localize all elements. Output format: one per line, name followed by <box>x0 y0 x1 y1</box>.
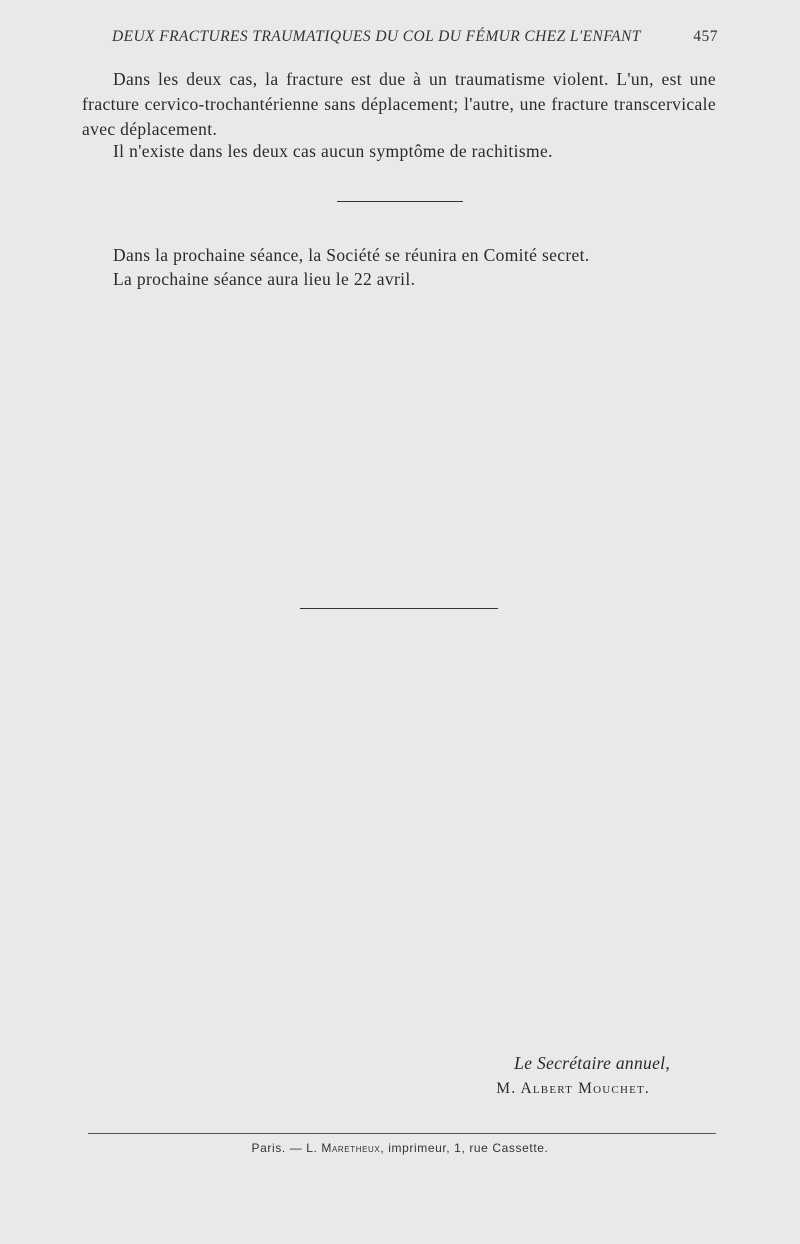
signature-role: Le Secrétaire annuel, <box>514 1053 670 1073</box>
running-title: DEUX FRACTURES TRAUMATIQUES DU COL DU FÉMUR CHEZ L'ENFANT <box>112 28 641 45</box>
paragraph-comite-secret: Dans la prochaine séance, la Société se réunira en Comité secret. <box>113 245 590 265</box>
page-number: 457 <box>693 28 718 45</box>
printer-imprint <box>0 1141 800 1155</box>
paragraph-rachitisme: Il n'existe dans les deux cas aucun symptôme de rachitisme. <box>113 141 553 161</box>
signature-name: M. Albert Mouchet. <box>496 1080 650 1097</box>
section-divider <box>337 201 463 202</box>
imprint-prefix: Paris. — L. <box>251 1141 318 1155</box>
paragraph-next-session: La prochaine séance aura lieu le 22 avril. <box>113 269 416 289</box>
imprint-suffix: , imprimeur, 1, rue Cassette. <box>380 1141 549 1155</box>
imprint-printer: Maretheux <box>321 1141 381 1155</box>
paragraph-fracture-description: Dans les deux cas, la fracture est due à un traumatisme violent. L'un, est une fracture cervico-trochantérienne sans déplacement; l'autre, une fracture transcervicale avec déplacement. <box>82 69 716 139</box>
running-header <box>112 28 718 46</box>
end-divider <box>300 608 498 609</box>
footer-rule <box>88 1133 716 1134</box>
